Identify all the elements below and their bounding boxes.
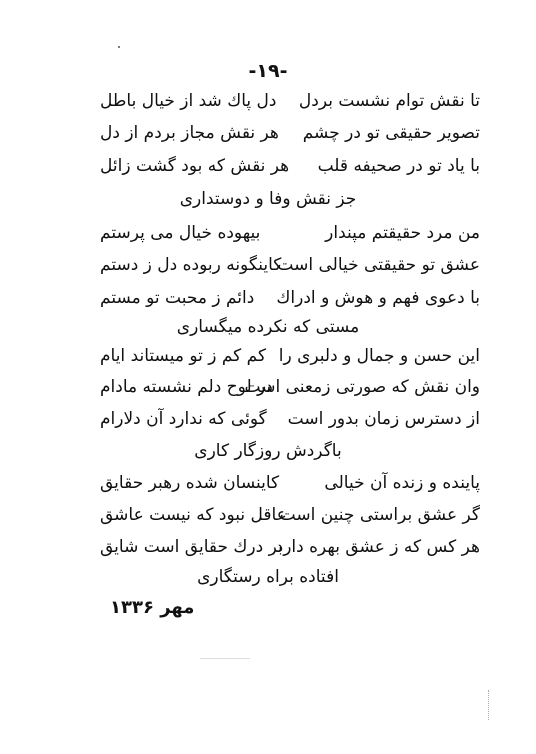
first-hemistich: وان نقش که صورتی زمعنی است (244, 377, 480, 397)
second-hemistich: در لوح دلم نشسته مادام (100, 377, 273, 397)
second-hemistich: گوئی که ندارد آن دلارام (100, 409, 267, 429)
page-number: -۱۹- (248, 60, 288, 82)
first-hemistich: تا نقش توام نشست بردل (298, 91, 480, 111)
second-hemistich: کم کم ز تو میستاند ایام (100, 346, 267, 366)
refrain-line: باگردش روزگار کاری (194, 441, 342, 461)
first-hemistich: تصویر حقیقی تو در چشم (302, 123, 480, 143)
refrain-line: جز نقش وفا و دوستداری (179, 189, 357, 209)
second-hemistich: دائم ز محبت تو مستم (100, 288, 255, 308)
first-hemistich: این حسن و جمال و دلبری را (278, 346, 480, 366)
scan-margin-mark (488, 690, 493, 720)
second-hemistich: کاینسان شده رهبر حقایق (100, 473, 280, 493)
first-hemistich: از دسترس زمان بدور است (287, 409, 480, 429)
second-hemistich: بیهوده خیال می پرستم (100, 223, 261, 243)
first-hemistich: پاینده و زنده آن خیالی (324, 473, 480, 493)
faint-rule (200, 658, 250, 659)
second-hemistich: عاقل نبود که نیست عاشق (100, 505, 287, 525)
refrain-line: افتاده براه رستگاری (197, 567, 339, 587)
first-hemistich: من مرد حقیقتم مپندار (325, 223, 480, 243)
first-hemistich: با دعوی فهم و هوش و ادراك (276, 288, 480, 308)
date-signature: مهر ۱۳۳۶ (110, 597, 195, 618)
first-hemistich: گر عشق براستی چنین است (279, 505, 480, 525)
first-hemistich: عشق تو حقیقتی خیالی است (277, 255, 480, 275)
ink-speck (118, 46, 120, 48)
second-hemistich: کاینگونه ربوده دل ز دستم (100, 255, 282, 275)
refrain-line: مستی که نکرده میگساری (176, 317, 360, 337)
second-hemistich: هر نقش مجاز بردم از دل (100, 123, 279, 143)
second-hemistich: دل پاك شد از خیال باطل (100, 91, 277, 111)
second-hemistich: هر نقش که بود گشت زائل (100, 156, 290, 176)
first-hemistich: هر کس که ز عشق بهره دارد (275, 537, 480, 557)
first-hemistich: با یاد تو در صحیفه قلب (317, 156, 480, 176)
second-hemistich: بر درك حقایق است شایق (100, 537, 283, 557)
